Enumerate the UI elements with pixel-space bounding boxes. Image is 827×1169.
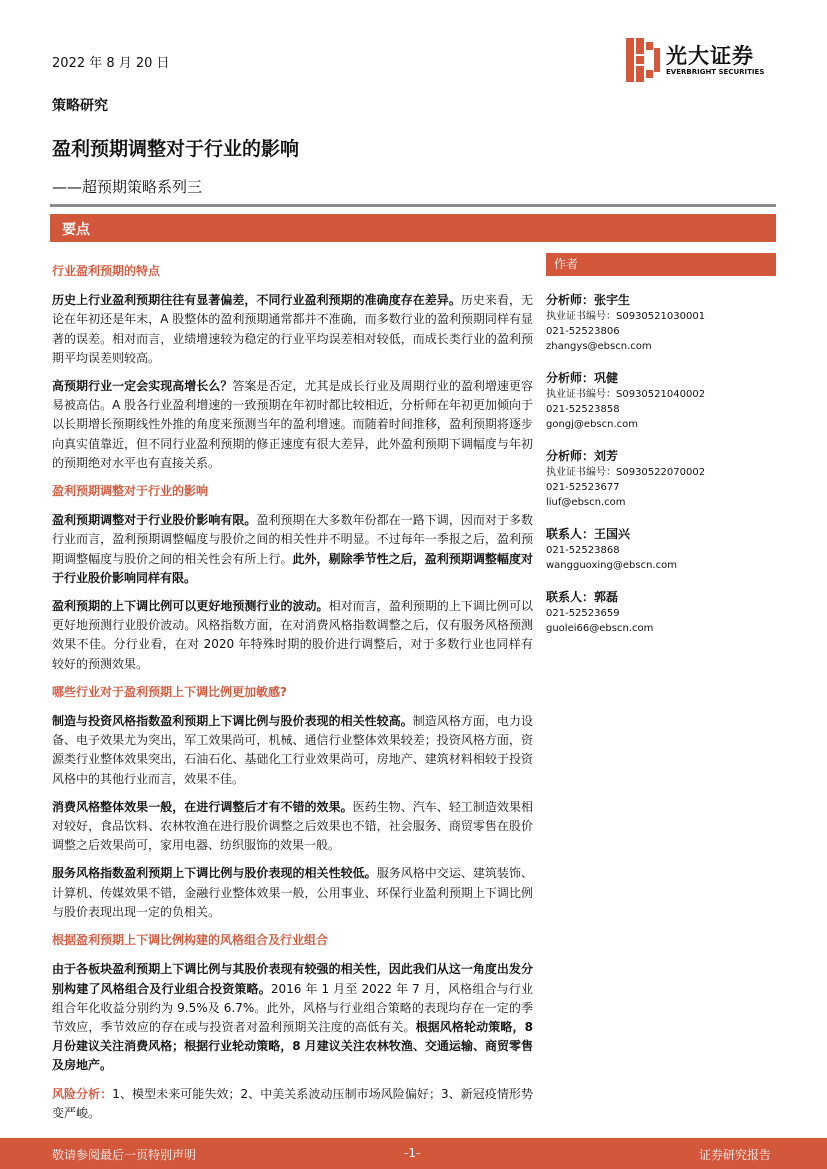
- brand-logo: [626, 38, 776, 84]
- author-name: 分析师：张宇生: [546, 293, 631, 307]
- paragraph-text: 制造风格方面，电力设备、电子效果尤为突出，军工效果尚可，机械、通信行业整体效果较差；投资风格方面，资源类行业整体效果突出，石油石化、基础化工行业效果尚可，房地产、建筑材料相较于投资风格中的其他行业而言，效果不佳。: [52, 714, 533, 786]
- brand-name: 光大证券: [666, 44, 754, 68]
- paragraph-lead: 历史上行业盈利预期往往有显著偏差，不同行业盈利预期的准确度存在差异。: [52, 293, 461, 308]
- paragraph: [52, 377, 533, 473]
- report-date: 2022 年 8 月 20 日: [52, 56, 170, 71]
- contact-email[interactable]: guolei66@ebscn.com: [546, 623, 654, 634]
- author-sidebar: [546, 253, 776, 636]
- report-title: 盈利预期调整对于行业的影响: [52, 138, 300, 160]
- contact-card: [546, 526, 776, 573]
- paragraph: [52, 712, 533, 789]
- section-heading: 盈利预期调整对于行业的影响: [52, 484, 209, 499]
- brand-mark-icon: [626, 38, 660, 82]
- report-category: 策略研究: [52, 98, 108, 114]
- author-cert: 执业证书编号：S0930521040002: [546, 389, 706, 400]
- page-footer: [0, 1138, 827, 1169]
- paragraph-emphasis: 此外，剔除季节性之后，盈利预期调整幅度对于行业股价影响同样有限。: [52, 551, 533, 585]
- footer-disclaimer: 敬请参阅最后一页特别声明: [52, 1148, 197, 1162]
- section-heading: 哪些行业对于盈利预期上下调比例更加敏感?: [52, 684, 287, 699]
- title-divider: [50, 204, 776, 207]
- author-phone: 021-52523806: [546, 326, 620, 337]
- key-points-label: 要点: [62, 222, 90, 238]
- brand-subtitle: EVERBRIGHT SECURITIES: [666, 68, 765, 76]
- contact-name: 联系人：王国兴: [546, 527, 631, 541]
- main-content: [52, 262, 533, 1132]
- author-cert: 执业证书编号：S0930521030001: [546, 311, 706, 322]
- section-heading: 行业盈利预期的特点: [52, 264, 161, 278]
- contact-name: 联系人：郭磊: [546, 590, 619, 604]
- contact-card: [546, 589, 776, 636]
- author-card: [546, 370, 776, 432]
- paragraph-lead: 高预期行业一定会实现高增长么？: [52, 379, 233, 394]
- author-email[interactable]: zhangys@ebscn.com: [546, 341, 652, 352]
- author-name: 分析师：巩健: [546, 371, 619, 385]
- risk-text: 1、模型未来可能失效；2、中美关系波动压制市场风险偏好；3、新冠疫情形势变严峻。: [52, 1086, 533, 1120]
- author-header: 作者: [546, 253, 776, 276]
- key-points-bar: [50, 214, 776, 242]
- author-cert: 执业证书编号：S0930522070002: [546, 467, 706, 478]
- contact-phone: 021-52523868: [546, 545, 620, 556]
- paragraph-text: 答案是否定，尤其是成长行业及周期行业的盈利增速更容易被高估。A 股各行业盈利增速的一致预期在年初时都比较相近，分析师在年初更加倾向于以长期增长预期线性外推的角度来预测当年的盈利增速。而随着时间推移，盈利预期将逐步向真实值靠近，但不同行业盈利预期的修正速度有很大差异，此外盈利预期下调幅度与年初的预期绝对水平也有直接关系。: [52, 379, 533, 470]
- paragraph: [52, 798, 533, 856]
- paragraph: [52, 864, 533, 922]
- paragraph-text: 历史来看，无论在年初还是年末，A 股整体的盈利预期通常都并不准确，而多数行业的盈利预期同样有显著的误差。相对而言，业绩增速较为稳定的行业平均误差相对较低，而成长类行业的盈利预期平均误差则较高。: [52, 293, 533, 365]
- section-heading: 根据盈利预期上下调比例构建的风格组合及行业组合: [52, 933, 329, 948]
- paragraph-lead: 服务风格指数盈利预期上下调比例与股价表现的相关性较低。: [52, 866, 377, 881]
- footer-report-type: 证券研究报告: [698, 1148, 771, 1162]
- page-number: -1-: [404, 1146, 421, 1160]
- author-email[interactable]: liuf@ebscn.com: [546, 497, 626, 508]
- paragraph-text: 2016 年 1 月至 2022 年 7 月，风格组合与行业组合年化收益分别约为 9.5%及 6.7%。此外，风格与行业组合策略的表现均存在一定的季节效应，季节效应的存在或与投资者对盈利预期关注度的高低有关。: [52, 981, 533, 1034]
- paragraph: [52, 511, 533, 588]
- contact-email[interactable]: wangguoxing@ebscn.com: [546, 560, 677, 571]
- paragraph-emphasis: 根据风格轮动策略，8 月份建议关注消费风格；根据行业轮动策略，8 月建议关注农林牧渔、交通运输、商贸零售及房地产。: [52, 1019, 533, 1073]
- risk-paragraph: [52, 1085, 533, 1123]
- paragraph-lead: 盈利预期的上下调比例可以更好地预测行业的波动。: [52, 599, 329, 614]
- paragraph: [52, 291, 533, 368]
- paragraph: [52, 597, 533, 674]
- paragraph-lead: 制造与投资风格指数盈利预期上下调比例与股价表现的相关性较高。: [52, 714, 413, 729]
- author-card: [546, 292, 776, 354]
- paragraph-text: 医药生物、汽车、轻工制造效果相对较好，食品饮料、农林牧渔在进行股价调整之后效果也不错，社会服务、商贸零售在股价调整之后效果尚可，家用电器、纺织服饰的效果一般。: [52, 799, 533, 853]
- author-phone: 021-52523677: [546, 482, 620, 493]
- paragraph-text: 服务风格中交运、建筑装饰、计算机、传媒效果不错，金融行业整体效果一般，公用事业、环保行业盈利预期上下调比例与股价表现出现一定的负相关。: [52, 866, 533, 919]
- author-card: [546, 448, 776, 510]
- author-email[interactable]: gongj@ebscn.com: [546, 419, 639, 430]
- author-phone: 021-52523858: [546, 404, 620, 415]
- risk-label: 风险分析：: [52, 1086, 113, 1101]
- paragraph-text: 相对而言，盈利预期的上下调比例可以更好地预测行业股价波动。风格指数方面，在对消费风格指数调整之后，仅有服务风格预测效果不佳。分行业看，在对 2020 年特殊时期的股价进行调整后，对于多数行业也同样有较好的预测效果。: [52, 599, 533, 671]
- paragraph-text: 盈利预期在大多数年份都在一路下调，因而对于多数行业而言，盈利预期调整幅度与股价之间的相关性并不明显。不过每年一季报之后，盈利预期调整幅度与股价之间的相关性会有所上行。: [52, 513, 533, 566]
- contact-phone: 021-52523659: [546, 608, 620, 619]
- paragraph-lead: 由于各板块盈利预期上下调比例与其股价表现有较强的相关性，因此我们从这一角度出发分别构建了风格组合及行业组合投资策略。: [52, 962, 533, 996]
- author-name: 分析师：刘芳: [546, 449, 619, 463]
- report-subtitle: ——超预期策略系列三: [52, 178, 203, 196]
- paragraph-lead: 消费风格整体效果一般，在进行调整后才有不错的效果。: [52, 799, 353, 814]
- paragraph-lead: 盈利预期调整对于行业股价影响有限。: [52, 513, 257, 528]
- paragraph: [52, 960, 533, 1075]
